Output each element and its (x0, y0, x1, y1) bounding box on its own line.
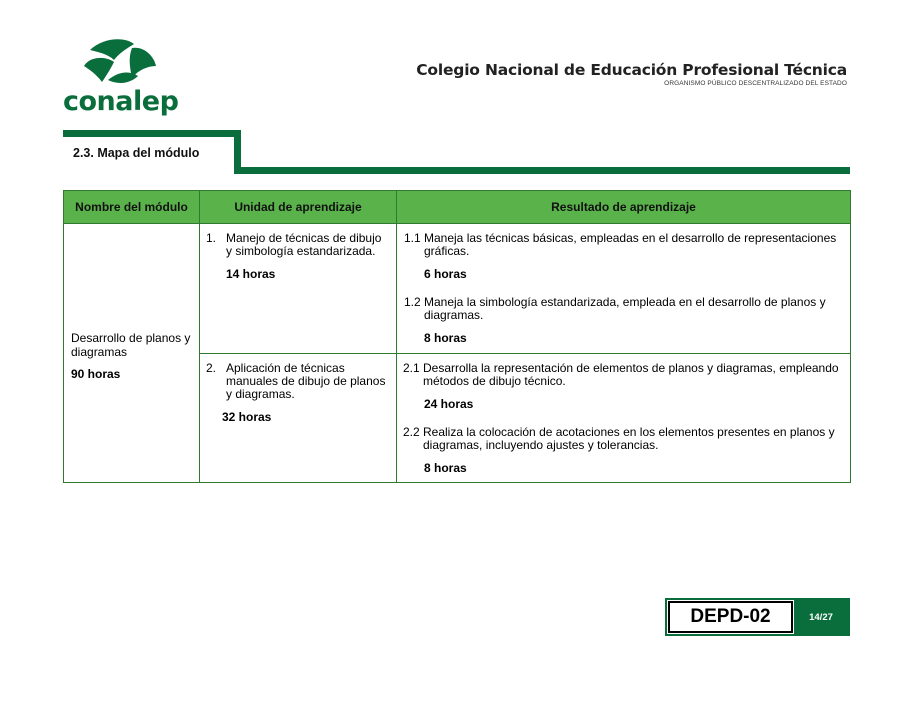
result-item (397, 426, 850, 452)
org-name: Colegio Nacional de Educación Profesional Técnica (416, 61, 847, 79)
unit-number: 2. (206, 361, 217, 375)
section-title: 2.3. Mapa del módulo (73, 146, 200, 160)
table-row (64, 224, 851, 354)
header-module-name: Nombre del módulo (64, 191, 200, 224)
result-number: 1.1 (404, 231, 421, 245)
result-item (397, 362, 850, 388)
result-text: Realiza la colocación de acotaciones en los elementos presentes en planos y diagramas, incluyendo ajustes y tolerancias. (423, 425, 835, 452)
table-header-row (64, 191, 851, 224)
unit-hours: 32 horas (222, 410, 272, 424)
result-text: Desarrolla la representación de elementos de planos y diagramas, empleando métodos de dibujo técnico. (423, 361, 839, 388)
result-hours: 24 horas (424, 397, 474, 411)
result-item (397, 232, 850, 258)
section-bar-bottom (234, 167, 850, 174)
module-cell (64, 224, 200, 483)
document-code: DEPD-02 (668, 601, 793, 633)
result-number: 2.1 (403, 361, 420, 375)
unit-hours: 14 horas (226, 267, 276, 281)
page-number: 14/27 (794, 600, 848, 634)
unit-number: 1. (206, 231, 217, 245)
section-bar-top (63, 130, 241, 137)
module-map-table (63, 190, 851, 483)
org-subtitle: ORGANISMO PÚBLICO DESCENTRALIZADO DEL ESTADO (664, 80, 847, 87)
result-item (397, 296, 850, 322)
result-text: Maneja la simbología estandarizada, empleada en el desarrollo de planos y diagramas. (424, 295, 826, 322)
result-text: Maneja las técnicas básicas, empleadas en el desarrollo de representaciones gráficas. (424, 231, 837, 258)
logo-wordmark: conalep (63, 86, 179, 117)
unit-cell (200, 224, 397, 354)
result-hours: 8 horas (424, 461, 467, 475)
result-cell (397, 224, 851, 354)
logo-swoosh-left (84, 58, 114, 82)
logo-swoosh-top (90, 39, 134, 60)
logo-swoosh-bottom (108, 73, 138, 83)
unit-cell (200, 354, 397, 483)
result-number: 2.2 (403, 425, 420, 439)
logo-swoosh-right (130, 48, 156, 78)
result-cell (397, 354, 851, 483)
header-unit: Unidad de aprendizaje (200, 191, 397, 224)
module-name: Desarrollo de planos y diagramas (71, 331, 191, 359)
unit-title: Manejo de técnicas de dibujo y simbología estandarizada. (226, 231, 382, 258)
result-number: 1.2 (404, 295, 421, 309)
result-hours: 8 horas (424, 331, 467, 345)
unit-title: Aplicación de técnicas manuales de dibujo de planos y diagramas. (226, 361, 386, 401)
document-footer (665, 598, 850, 636)
module-hours: 90 horas (71, 367, 121, 381)
result-hours: 6 horas (424, 267, 467, 281)
header-result: Resultado de aprendizaje (397, 191, 851, 224)
